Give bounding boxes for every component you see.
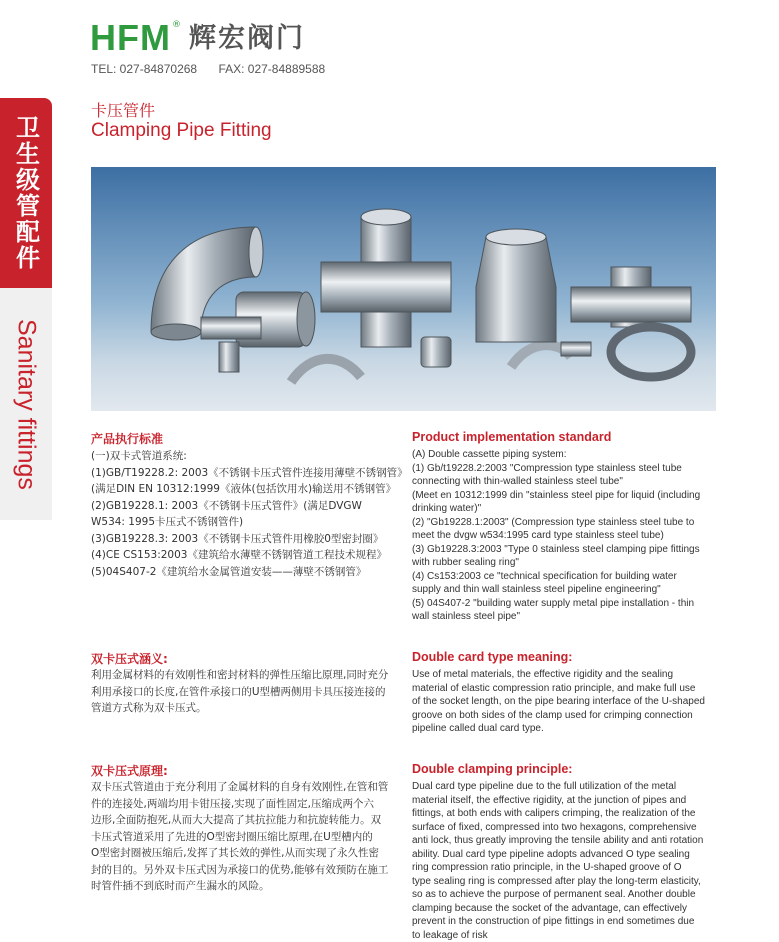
- principle-heading-en: Double clamping principle:: [412, 762, 572, 776]
- standard-line-en: supply and thin wall stainless steel pipeline engineering": [412, 583, 700, 597]
- meaning-heading-cn: 双卡压式涵义:: [91, 650, 168, 667]
- meaning-line-cn: 利用金属材料的有效刚性和密封材料的弹性压缩比原理,同时充分: [91, 667, 388, 684]
- standard-line-en: connecting with thin-walled stainless steel tube": [412, 475, 700, 489]
- principle-line-en: ring compression ratio principle, in the U-shaped groove of O: [412, 861, 703, 875]
- standard-line-en: (4) Cs153:2003 ce "technical specification for building water: [412, 570, 700, 584]
- principle-line-cn: 件的连接处,两端均用卡钳压接,实现了面性固定,压缩成两个六: [91, 796, 388, 813]
- standard-heading-cn: 产品执行标准: [91, 430, 163, 447]
- standard-line-cn: (1)GB/T19228.2: 2003《不锈钢卡压式管件连接用薄壁不锈钢管》: [91, 465, 408, 482]
- contact-line: [91, 62, 343, 76]
- standard-line-en: (A) Double cassette piping system:: [412, 448, 700, 462]
- meaning-body-en: [412, 668, 705, 736]
- principle-body-en: [412, 780, 703, 942]
- meaning-line-en: groove on both sides of the clamp used for crimping connection: [412, 709, 705, 723]
- standard-line-en: (5) 04S407-2 "building water supply metal pipe installation - thin: [412, 597, 700, 611]
- meaning-line-en: pipeline called dual card type.: [412, 722, 705, 736]
- standard-body-cn: [91, 448, 408, 580]
- logo-hfm: HFM: [90, 20, 171, 56]
- meaning-line-en: material of elastic compression ratio principle, and make full use: [412, 682, 705, 696]
- standard-line-en: meet the dvgw w534:1995 card type stainless steel tube): [412, 529, 700, 543]
- standard-line-cn: (2)GB19228.1: 2003《不锈钢卡压式管件》(满足DVGW: [91, 498, 408, 515]
- meaning-line-en: Use of metal materials, the effective rigidity and the sealing: [412, 668, 705, 682]
- standard-line-cn: W534: 1995卡压式不锈钢管件): [91, 514, 408, 531]
- standard-line-en: with rubber sealing ring": [412, 556, 700, 570]
- meaning-line-cn: 利用承接口的长度,在管件承接口的U型槽两侧用卡具压接连接的: [91, 684, 388, 701]
- side-tab-cn: [0, 98, 52, 288]
- standard-line-cn: (3)GB19228.3: 2003《不锈钢卡压式管件用橡胶0型密封圈》: [91, 531, 408, 548]
- principle-line-en: anti lock, thus greatly improving the tensile ability and anti rotation: [412, 834, 703, 848]
- principle-line-en: surface of fixed, compressed into two hexagons, comprehensive: [412, 821, 703, 835]
- standard-body-en: [412, 448, 700, 624]
- logo-brand-cn: 辉宏阀门: [189, 22, 305, 56]
- meaning-line-cn: 管道方式称为双卡压式。: [91, 700, 388, 717]
- principle-line-en: so as to achieve the purpose of permanent seal. Another double: [412, 888, 703, 902]
- meaning-body-cn: [91, 667, 388, 717]
- brand-logo: [90, 20, 305, 56]
- standard-line-en: (Meet en 10312:1999 din "stainless steel pipe for liquid (including: [412, 489, 700, 503]
- standard-line-en: (3) Gb19228.3:2003 "Type 0 stainless steel clamping pipe fittings: [412, 543, 700, 557]
- registered-mark: ®: [172, 20, 181, 30]
- principle-line-cn: O型密封圈被压缩后,发挥了其长效的弹性,从而实现了永久性密: [91, 845, 388, 862]
- principle-line-en: ability. Dual card type pipeline adopts advanced O type sealing: [412, 848, 703, 862]
- fax-number: FAX: 027-84889588: [218, 62, 325, 76]
- principle-line-cn: 封的目的。另外双卡压式因为承接口的优势,能够有效预防在施工: [91, 862, 388, 879]
- standard-line-en: (2) "Gb19228.1:2003" (Compression type stainless steel tube to: [412, 516, 700, 530]
- standard-heading-en: Product implementation standard: [412, 430, 611, 444]
- meaning-line-en: of the socket length, on the pipe bearing interface of the U-shaped: [412, 695, 705, 709]
- principle-body-cn: [91, 779, 388, 895]
- principle-heading-cn: 双卡压式原理:: [91, 762, 168, 779]
- section-title-cn: 卡压管件: [91, 98, 155, 121]
- section-title-en: Clamping Pipe Fitting: [91, 120, 272, 142]
- principle-line-en: material itself, the effective rigidity, at the junction of pipes and: [412, 794, 703, 808]
- principle-line-en: type sealing ring is compressed after play the long-term elasticity,: [412, 875, 703, 889]
- standard-line-cn: (4)CE CS153:2003《建筑给水薄壁不锈钢管道工程技术规程》: [91, 547, 408, 564]
- standard-line-cn: (5)04S407-2《建筑给水金属管道安装——薄壁不锈钢管》: [91, 564, 408, 581]
- principle-line-en: to leakage of risk: [412, 929, 703, 942]
- principle-line-en: fittings, at both ends with calipers crimping, the realization of the: [412, 807, 703, 821]
- meaning-heading-en: Double card type meaning:: [412, 650, 572, 664]
- product-photo: [91, 167, 716, 411]
- principle-line-en: Dual card type pipeline due to the full utilization of the metal: [412, 780, 703, 794]
- standard-line-cn: (满足DIN EN 10312:1999《液体(包括饮用水)输送用不锈钢管》: [91, 481, 408, 498]
- principle-line-cn: 双卡压式管道由于充分利用了金属材料的自身有效刚性,在管和管: [91, 779, 388, 796]
- standard-line-en: wall stainless steel pipe": [412, 610, 700, 624]
- principle-line-cn: 时管件插不到底时而产生漏水的风险。: [91, 878, 388, 895]
- tel-number: TEL: 027-84870268: [91, 62, 197, 76]
- principle-line-cn: 边形,全面防抱死,从而大大提高了其抗拉能力和抗旋转能力。双: [91, 812, 388, 829]
- principle-line-en: prevent in the construction of pipe fittings in end sometimes due: [412, 915, 703, 929]
- principle-line-cn: 卡压式管道采用了先进的O型密封圈压缩比原理,在U型槽内的: [91, 829, 388, 846]
- standard-line-en: (1) Gb/t19228.2:2003 "Compression type stainless steel tube: [412, 462, 700, 476]
- side-tab-en: [0, 288, 52, 520]
- principle-line-en: clamping because the socket of the advantage, can effectively: [412, 902, 703, 916]
- standard-line-cn: (一)双卡式管道系统:: [91, 448, 408, 465]
- standard-line-en: drinking water)": [412, 502, 700, 516]
- side-tab-en-label: Sanitary fittings: [12, 319, 41, 490]
- side-tab-cn-label: 卫生级管配件: [9, 115, 44, 271]
